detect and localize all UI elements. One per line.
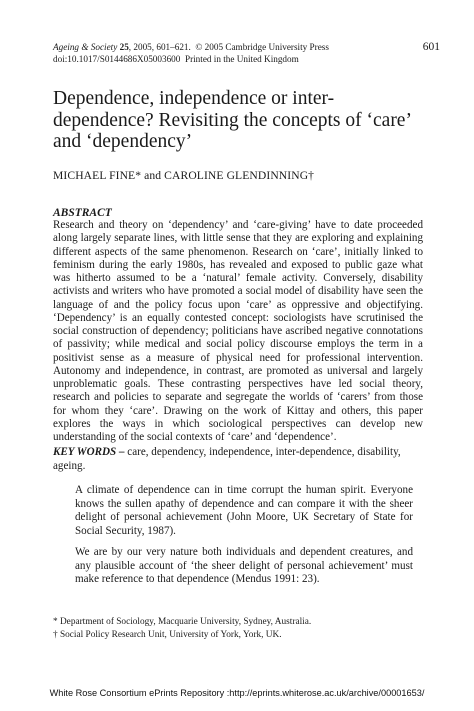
page-number: 601 (422, 41, 440, 53)
printed-notice: Printed in the United Kingdom (184, 54, 299, 64)
article-title: Dependence, independence or inter-dependence? Revisiting the concepts of ‘care’ and ‘dependency’ (53, 88, 411, 152)
authors: MICHAEL FINE* and CAROLINE GLENDINNING† (53, 169, 315, 182)
running-header (53, 41, 423, 65)
abstract-body: Research and theory on ‘dependency’ and ‘care-giving’ have to date proceeded along largely separate lines, with little sense that they are exploring and explaining different aspects of the same phenomenon. Research on ‘care’, initially linked to feminism during the early 1980s, has revealed and exposed to public gaze what was hitherto assumed to be a ‘natural’ female activity. Conversely, disability activists and writers who have promoted a social model of disability have seen the language of and the policy focus upon ‘care’ as oppressive and objectifying. ‘Dependency’ is an equally contested concept: sociologists have scrutinised the social construction of dependency; politicians have ascribed negative connotations of passivity; while medical and social policy discourse employs the term in a positivist sense as a measure of physical need for professional intervention. Autonomy and independence, in contrast, are promoted as universal and largely unproblematic goals. These contrasting perspectives have led social theory, research and policies to separate and segregate the worlds of ‘carers’ from those for whom they ‘care’. Drawing on the work of Kittay and others, this paper explores the ways in which sociological perspectives can develop new understanding of the social contexts of ‘care’ and ‘dependence’. (53, 219, 423, 443)
citation-details: , 2005, 601–621. (128, 42, 191, 52)
epigraph-quote-2: We are by our very nature both individuals and dependent creatures, and any plausible account of ‘the sheer delight of personal achievement’ must make reference to that dependence (Mendus 1991: 23). (75, 546, 413, 585)
doi-line (53, 53, 423, 65)
doi: doi:10.1017/S0144686X05003600 (53, 54, 181, 64)
keywords-list: care, dependency, independence, inter-dependence, disability, ageing. (53, 446, 401, 472)
copyright-notice: © 2005 Cambridge University Press (195, 42, 329, 52)
footnote-affiliation-2: † Social Policy Research Unit, University of York, York, UK. (53, 630, 282, 640)
citation-line (53, 41, 423, 53)
footnotes (53, 616, 423, 642)
repository-footer: White Rose Consortium ePrints Repository :http://eprints.whiterose.ac.uk/archive/00001653/ (49, 688, 425, 698)
footnote-affiliation-1: * Department of Sociology, Macquarie University, Sydney, Australia. (53, 617, 312, 627)
abstract-heading: ABSTRACT (53, 207, 112, 219)
journal-name: Ageing & Society (53, 42, 118, 52)
keywords-label: KEY WORDS – (53, 446, 125, 458)
keywords (53, 446, 423, 473)
epigraph-quote-1: A climate of dependence can in time corrupt the human spirit. Everyone knows the sullen apathy of dependence and can compare it with the sheer delight of personal achievement (John Moore, UK Secretary of State for Social Security, 1987). (75, 484, 413, 537)
journal-volume: 25 (119, 42, 129, 52)
